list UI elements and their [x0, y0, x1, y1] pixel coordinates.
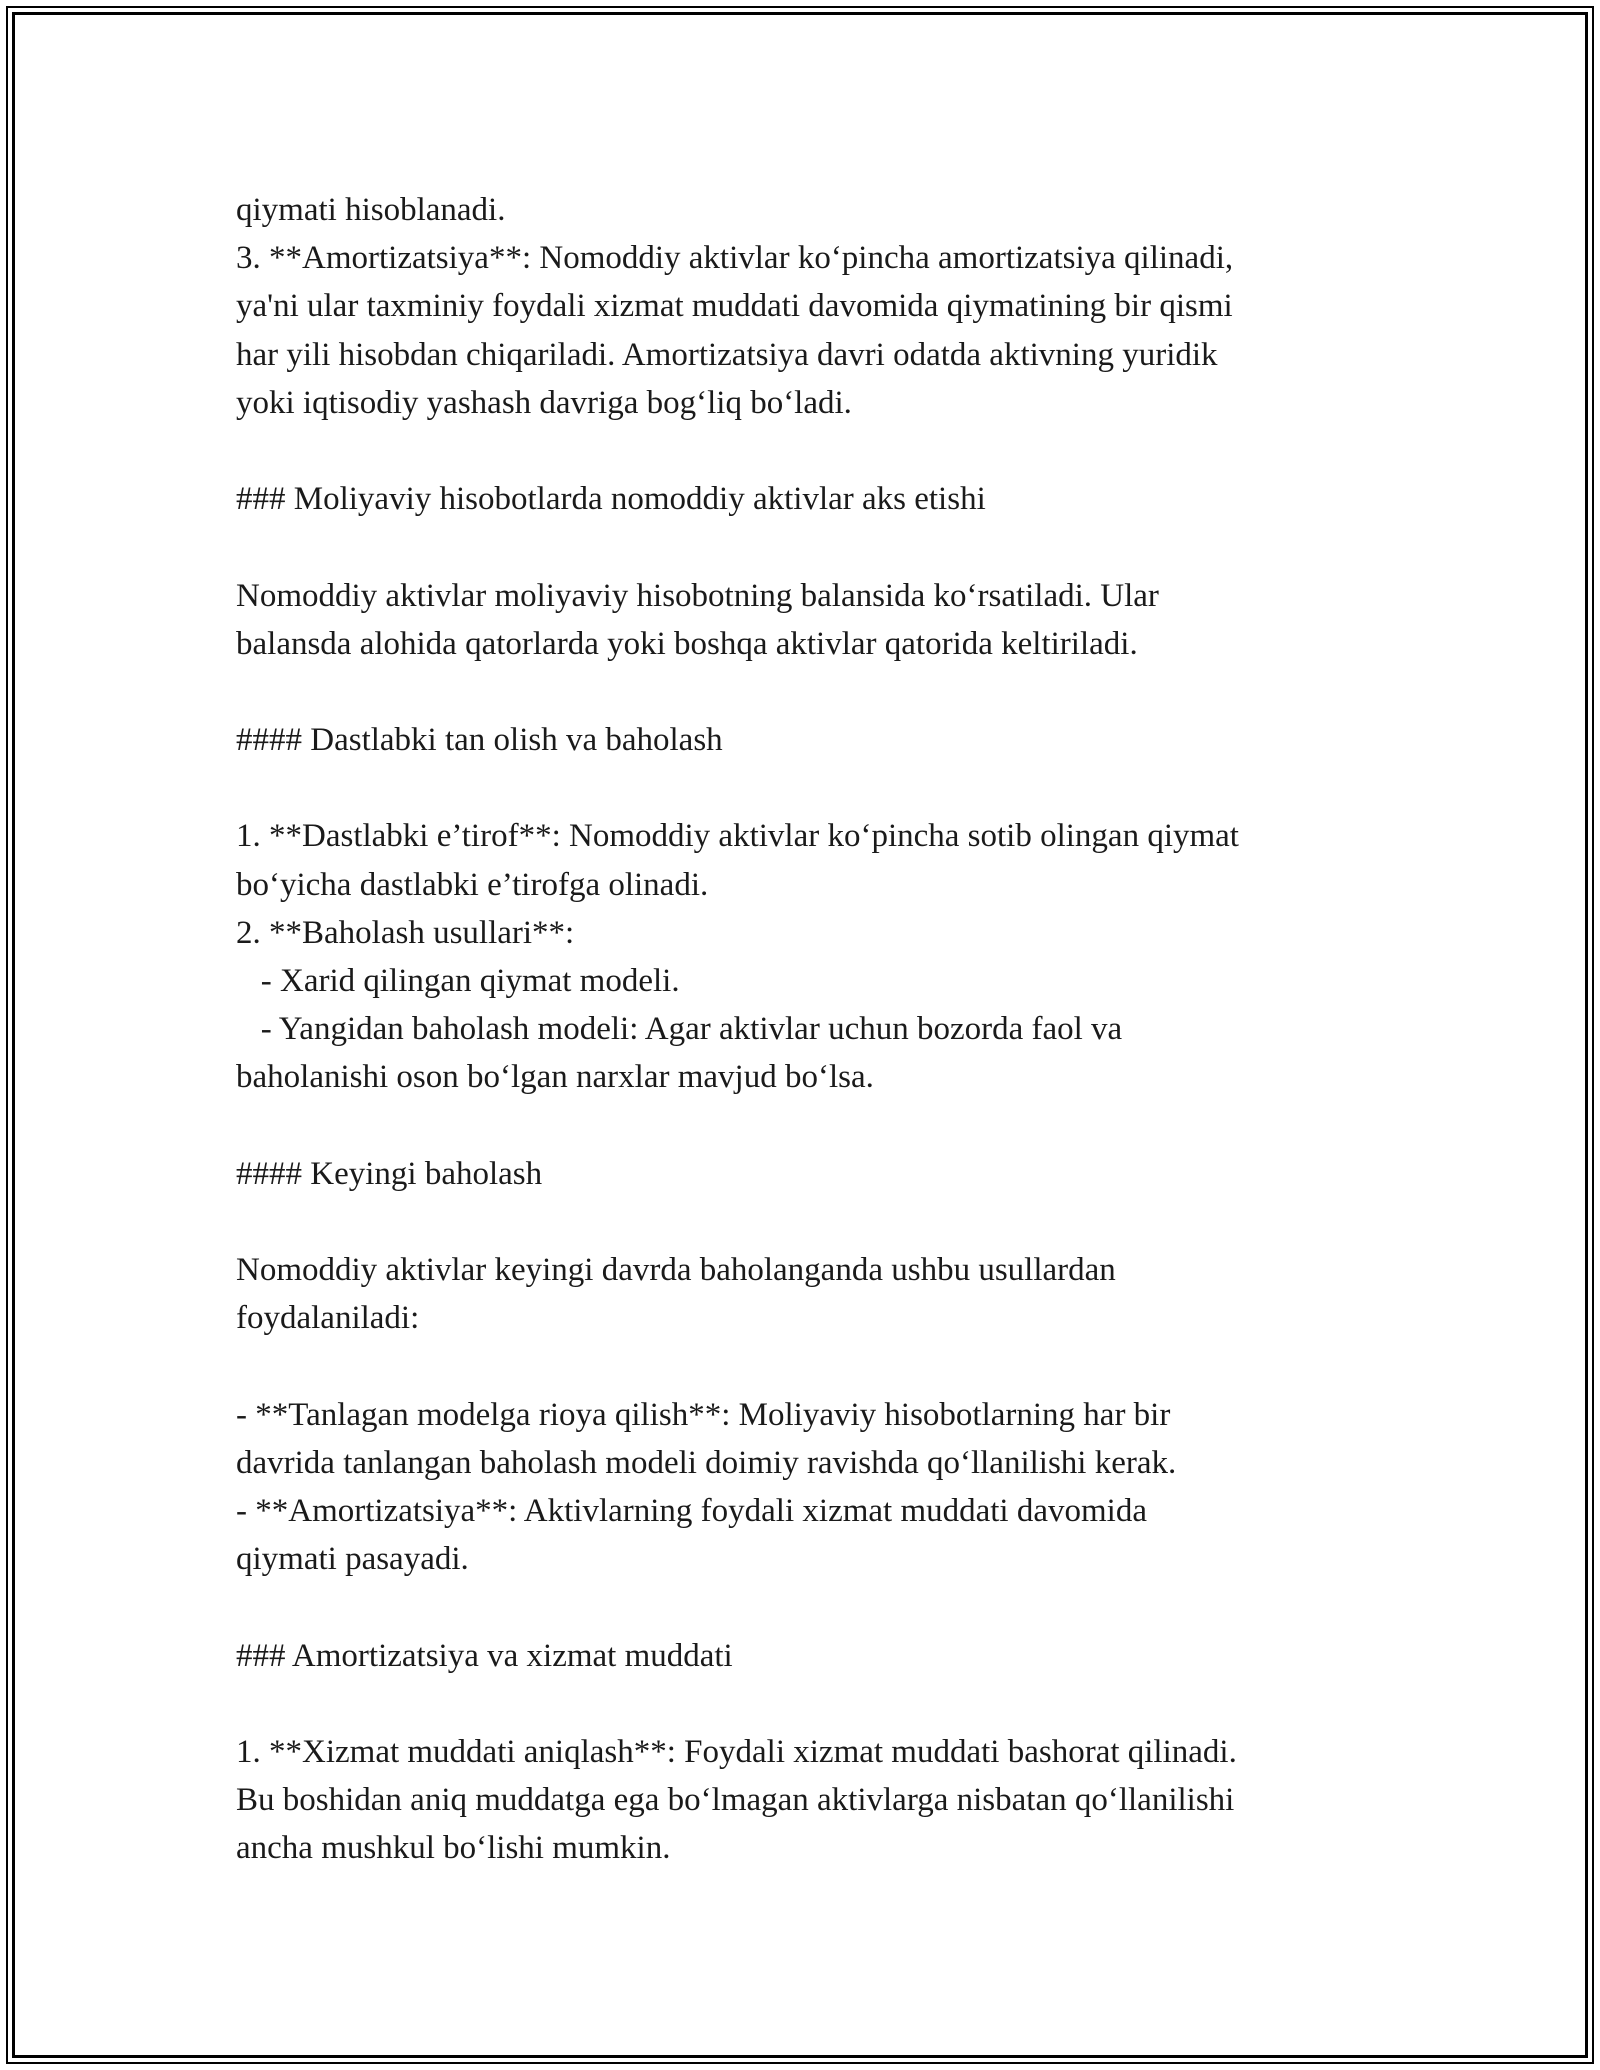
text-line: qiymati hisoblanadi. — [236, 192, 506, 228]
blank-line — [236, 1102, 1366, 1150]
text-line: - **Tanlagan modelga rioya qilish**: Moliyaviy hisobotlarning har bir — [236, 1396, 1171, 1433]
blank-line — [236, 1583, 1366, 1631]
text-line: balansda alohida qatorlarda yoki boshqa aktivlar qatorida keltiriladi. — [236, 625, 1138, 662]
blank-line — [236, 1198, 1366, 1246]
text-line: 1. **Xizmat muddati aniqlash**: Foydali xizmat muddati bashorat qilinadi. — [236, 1734, 1237, 1770]
text-line: 3. **Amortizatsiya**: Nomoddiy aktivlar ko‘pincha amortizatsiya qilinadi, — [236, 240, 1234, 277]
text-line: foydalaniladi: — [236, 1300, 420, 1337]
document-body — [236, 186, 1366, 1873]
text-line: baholanishi oson bo‘lgan narxlar mavjud bo‘lsa. — [236, 1059, 874, 1096]
blank-line — [236, 1680, 1366, 1728]
blank-line — [236, 668, 1366, 716]
text-line: bo‘yicha dastlabki e’tirofga olinadi. — [236, 866, 709, 903]
text-line: qiymati pasayadi. — [236, 1541, 469, 1578]
text-line: har yili hisobdan chiqariladi. Amortizatsiya davri odatda aktivning yuridik — [236, 336, 1218, 373]
text-line: - **Amortizatsiya**: Aktivlarning foydali xizmat muddati davomida — [236, 1493, 1147, 1530]
text-line: 1. **Dastlabki e’tirof**: Nomoddiy aktivlar ko‘pincha sotib olingan qiymat — [236, 818, 1239, 855]
text-line: ya'ni ular taxminiy foydali xizmat muddati davomida qiymatining bir qismi — [236, 288, 1233, 325]
section-heading: ### Moliyaviy hisobotlarda nomoddiy aktivlar aks etishi — [236, 481, 986, 518]
text-line: ancha mushkul bo‘lishi mumkin. — [236, 1830, 671, 1867]
section-heading: ### Amortizatsiya va xizmat muddati — [236, 1637, 733, 1674]
blank-line — [236, 764, 1366, 812]
text-line: yoki iqtisodiy yashash davriga bog‘liq bo‘ladi. — [236, 384, 852, 421]
text-line: 2. **Baholash usullari**: — [236, 914, 575, 951]
subsection-heading: #### Keyingi baholash — [236, 1155, 543, 1192]
text-line: Bu boshidan aniq muddatga ega bo‘lmagan aktivlarga nisbatan qo‘llanilishi — [236, 1782, 1235, 1819]
text-line: davrida tanlangan baholash modeli doimiy ravishda qo‘llanilishi kerak. — [236, 1444, 1177, 1481]
blank-line — [236, 1343, 1366, 1391]
blank-line — [236, 523, 1366, 571]
text-line: - Xarid qilingan qiymat modeli. — [236, 963, 680, 999]
text-line: Nomoddiy aktivlar moliyaviy hisobotning balansida ko‘rsatiladi. Ular — [236, 577, 1159, 614]
blank-line — [236, 427, 1366, 475]
text-line: - Yangidan baholash modeli: Agar aktivlar uchun bozorda faol va — [236, 1011, 1123, 1048]
subsection-heading: #### Dastlabki tan olish va baholash — [236, 722, 723, 759]
text-line: Nomoddiy aktivlar keyingi davrda baholanganda ushbu usullardan — [236, 1252, 1116, 1289]
